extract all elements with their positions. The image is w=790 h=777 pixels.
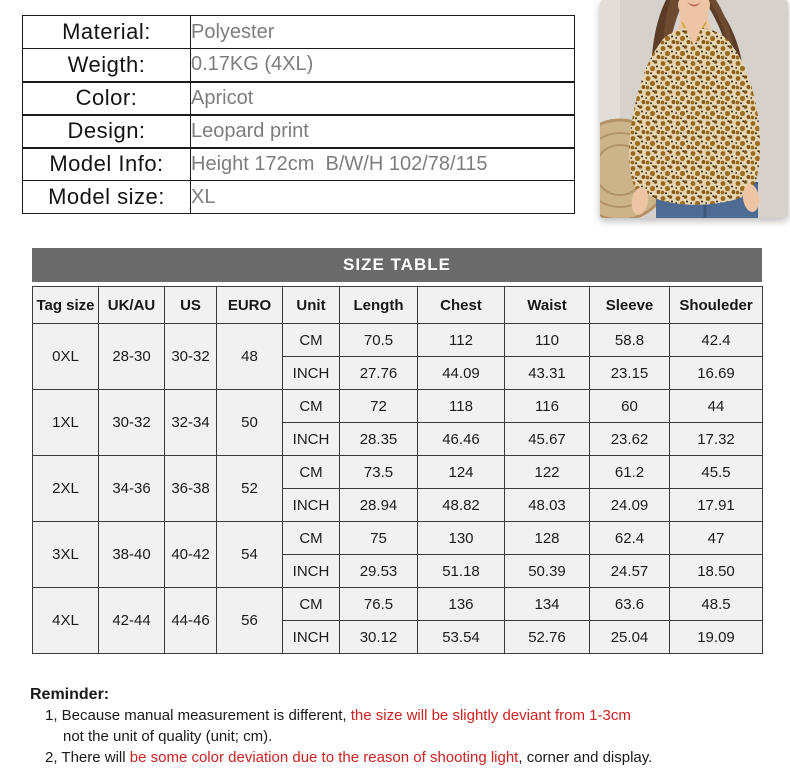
column-header-uk-au: UK/AU <box>99 287 165 324</box>
cm-value-cell: 116 <box>505 390 590 423</box>
uk-au-cell: 38-40 <box>99 522 165 588</box>
inch-value-cell: 23.15 <box>590 357 670 390</box>
reminder-item-1 <box>30 705 780 726</box>
cm-value-cell: 75 <box>340 522 418 555</box>
column-header-chest: Chest <box>418 287 505 324</box>
column-header-waist: Waist <box>505 287 590 324</box>
reminder-item1-highlight: the size will be slightly deviant from 1-3cm <box>350 707 631 724</box>
info-row-color <box>23 82 575 115</box>
size-row-0xl-cm <box>33 324 763 357</box>
inch-value-cell: 52.76 <box>505 621 590 654</box>
size-table-header-row <box>33 287 763 324</box>
cm-value-cell: 61.2 <box>590 456 670 489</box>
us-cell: 32-34 <box>165 390 217 456</box>
cm-value-cell: 58.8 <box>590 324 670 357</box>
euro-cell: 54 <box>217 522 283 588</box>
inch-value-cell: 46.46 <box>418 423 505 456</box>
us-cell: 44-46 <box>165 588 217 654</box>
column-header-shouleder: Shouleder <box>670 287 763 324</box>
size-row-1xl-cm <box>33 390 763 423</box>
inch-value-cell: 19.09 <box>670 621 763 654</box>
column-header-tag-size: Tag size <box>33 287 99 324</box>
inch-value-cell: 24.57 <box>590 555 670 588</box>
cm-value-cell: 136 <box>418 588 505 621</box>
inch-value-cell: 28.35 <box>340 423 418 456</box>
reminder-item-1-continued: not the unit of quality (unit; cm). <box>63 728 273 745</box>
unit-inch-label: INCH <box>283 555 340 588</box>
size-row-4xl-cm <box>33 588 763 621</box>
inch-value-cell: 48.03 <box>505 489 590 522</box>
inch-value-cell: 48.82 <box>418 489 505 522</box>
info-value: XL <box>191 181 575 214</box>
inch-value-cell: 24.09 <box>590 489 670 522</box>
cm-value-cell: 124 <box>418 456 505 489</box>
inch-value-cell: 16.69 <box>670 357 763 390</box>
inch-value-cell: 17.91 <box>670 489 763 522</box>
unit-inch-label: INCH <box>283 489 340 522</box>
cm-value-cell: 110 <box>505 324 590 357</box>
inch-value-cell: 23.62 <box>590 423 670 456</box>
reminder-item2-highlight: be some color deviation due to the reason of shooting light <box>129 749 519 766</box>
cm-value-cell: 70.5 <box>340 324 418 357</box>
us-cell: 30-32 <box>165 324 217 390</box>
inch-value-cell: 53.54 <box>418 621 505 654</box>
size-row-2xl-cm <box>33 456 763 489</box>
inch-value-cell: 44.09 <box>418 357 505 390</box>
reminder-item2-text-start: 2, There will <box>45 749 130 766</box>
cm-value-cell: 42.4 <box>670 324 763 357</box>
inch-value-cell: 28.94 <box>340 489 418 522</box>
cm-value-cell: 72 <box>340 390 418 423</box>
inch-value-cell: 18.50 <box>670 555 763 588</box>
inch-value-cell: 30.12 <box>340 621 418 654</box>
info-value: Polyester <box>191 16 575 49</box>
inch-value-cell: 45.67 <box>505 423 590 456</box>
tag-size-cell: 1XL <box>33 390 99 456</box>
unit-cm-label: CM <box>283 324 340 357</box>
cm-value-cell: 63.6 <box>590 588 670 621</box>
inch-value-cell: 25.04 <box>590 621 670 654</box>
euro-cell: 52 <box>217 456 283 522</box>
reminder-item1-text: 1, Because manual measurement is different, <box>45 707 351 724</box>
column-header-euro: EURO <box>217 287 283 324</box>
reminder-heading: Reminder: <box>30 686 110 703</box>
inch-value-cell: 51.18 <box>418 555 505 588</box>
cm-value-cell: 112 <box>418 324 505 357</box>
info-value: Height 172cm B/W/H 102/78/115 <box>191 148 575 181</box>
cm-value-cell: 44 <box>670 390 763 423</box>
info-label: Design: <box>23 115 191 148</box>
info-row-material <box>23 16 575 49</box>
cm-value-cell: 118 <box>418 390 505 423</box>
inch-value-cell: 29.53 <box>340 555 418 588</box>
product-info-table <box>22 15 575 214</box>
info-value: Leopard print <box>191 115 575 148</box>
reminder-section <box>30 684 780 768</box>
unit-cm-label: CM <box>283 456 340 489</box>
info-value: 0.17KG (4XL) <box>191 49 575 82</box>
cm-value-cell: 122 <box>505 456 590 489</box>
column-header-length: Length <box>340 287 418 324</box>
inch-value-cell: 50.39 <box>505 555 590 588</box>
reminder-item-2 <box>30 747 780 768</box>
cm-value-cell: 128 <box>505 522 590 555</box>
info-row-weight <box>23 49 575 82</box>
model-illustration <box>600 0 788 218</box>
unit-cm-label: CM <box>283 588 340 621</box>
cm-value-cell: 134 <box>505 588 590 621</box>
size-table-title: SIZE TABLE <box>32 248 762 282</box>
us-cell: 36-38 <box>165 456 217 522</box>
euro-cell: 56 <box>217 588 283 654</box>
uk-au-cell: 30-32 <box>99 390 165 456</box>
column-header-sleeve: Sleeve <box>590 287 670 324</box>
uk-au-cell: 34-36 <box>99 456 165 522</box>
info-row-model-info <box>23 148 575 181</box>
tag-size-cell: 2XL <box>33 456 99 522</box>
unit-cm-label: CM <box>283 522 340 555</box>
column-header-us: US <box>165 287 217 324</box>
unit-inch-label: INCH <box>283 621 340 654</box>
column-header-unit: Unit <box>283 287 340 324</box>
inch-value-cell: 43.31 <box>505 357 590 390</box>
inch-value-cell: 17.32 <box>670 423 763 456</box>
inch-value-cell: 27.76 <box>340 357 418 390</box>
unit-inch-label: INCH <box>283 357 340 390</box>
reminder-item2-text-end: , corner and display. <box>518 749 653 766</box>
size-row-3xl-cm <box>33 522 763 555</box>
cm-value-cell: 47 <box>670 522 763 555</box>
uk-au-cell: 42-44 <box>99 588 165 654</box>
cm-value-cell: 76.5 <box>340 588 418 621</box>
euro-cell: 50 <box>217 390 283 456</box>
cm-value-cell: 130 <box>418 522 505 555</box>
cm-value-cell: 48.5 <box>670 588 763 621</box>
tag-size-cell: 4XL <box>33 588 99 654</box>
info-label: Color: <box>23 82 191 115</box>
tag-size-cell: 3XL <box>33 522 99 588</box>
info-row-model-size <box>23 181 575 214</box>
tag-size-cell: 0XL <box>33 324 99 390</box>
size-table <box>32 286 763 654</box>
info-value: Apricot <box>191 82 575 115</box>
uk-au-cell: 28-30 <box>99 324 165 390</box>
size-table-section <box>32 248 762 654</box>
info-row-design <box>23 115 575 148</box>
info-label: Model Info: <box>23 148 191 181</box>
info-label: Weigth: <box>23 49 191 82</box>
info-label: Model size: <box>23 181 191 214</box>
cm-value-cell: 45.5 <box>670 456 763 489</box>
euro-cell: 48 <box>217 324 283 390</box>
unit-cm-label: CM <box>283 390 340 423</box>
product-photo <box>600 0 788 218</box>
unit-inch-label: INCH <box>283 423 340 456</box>
cm-value-cell: 62.4 <box>590 522 670 555</box>
cm-value-cell: 73.5 <box>340 456 418 489</box>
cm-value-cell: 60 <box>590 390 670 423</box>
info-label: Material: <box>23 16 191 49</box>
us-cell: 40-42 <box>165 522 217 588</box>
